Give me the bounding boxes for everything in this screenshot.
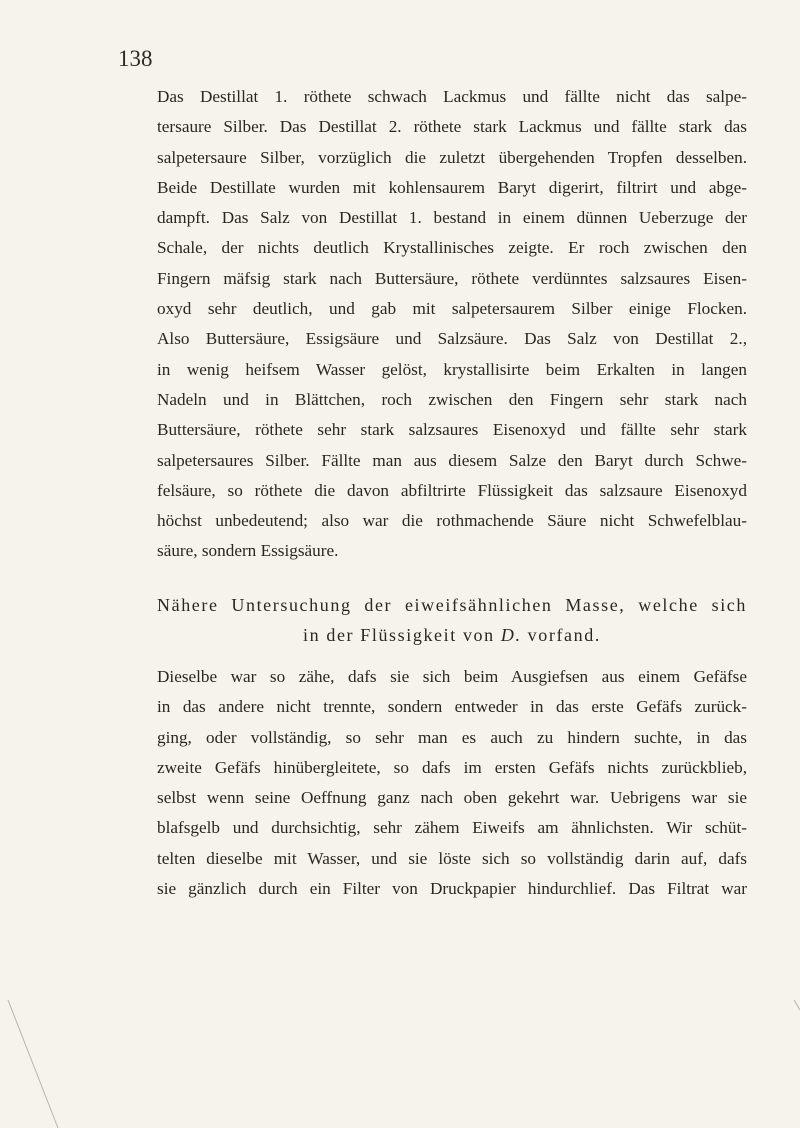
fold-mark-right <box>794 1000 800 1010</box>
text-line: Fingern mäfsig stark nach Buttersäure, röthete verdünntes salzsaures Eisen- <box>157 268 747 288</box>
text-line: Beide Destillate wurden mit kohlensaurem Baryt digerirt, filtrirt und abge- <box>157 177 747 197</box>
text-line: höchst unbedeutend; also war die rothmachende Säure nicht Schwefelblau- <box>157 511 747 531</box>
page-number: 138 <box>118 46 153 71</box>
text-line: salpetersaure Silber, vorzüglich die zuletzt übergehenden Tropfen desselben. <box>157 147 747 167</box>
heading-line-1: Nähere Untersuchung der eiweifsähnlichen Masse, welche sich <box>157 595 747 615</box>
text-line: Das Destillat 1. röthete schwach Lackmus und fällte nicht das salpe- <box>157 87 747 106</box>
text-line: sie gänzlich durch ein Filter von Druckpapier hindurchlief. Das Filtrat war <box>157 879 747 899</box>
text-line: telten dieselbe mit Wasser, und sie löste sich so vollständig darin auf, dafs <box>157 848 747 868</box>
text-line: in wenig heifsem Wasser gelöst, krystallisirte beim Erkalten in langen <box>157 359 747 379</box>
text-line: oxyd sehr deutlich, und gab mit salpetersaurem Silber einige Flocken. <box>157 299 747 319</box>
text-line: tersaure Silber. Das Destillat 2. röthete stark Lackmus und fällte stark das <box>157 117 747 137</box>
text-line: blafsgelb und durchsichtig, sehr zähem Eiweifs am ähnlichsten. Wir schüt- <box>157 818 747 838</box>
fold-mark-left <box>8 1000 58 1128</box>
text-line: in das andere nicht trennte, sondern entweder in das erste Gefäfs zurück- <box>157 697 747 717</box>
text-line: Nadeln und in Blättchen, roch zwischen den Fingern sehr stark nach <box>157 389 747 409</box>
text-line: zweite Gefäfs hinübergleitete, so dafs im ersten Gefäfs nichts zurückblieb, <box>157 757 747 777</box>
text-line: ging, oder vollständig, so sehr man es auch zu hindern suchte, in das <box>157 727 747 747</box>
text-line: dampft. Das Salz von Destillat 1. bestand in einem dünnen Ueberzuge der <box>157 208 747 228</box>
paragraph-distillate-analysis <box>157 82 747 567</box>
text-line: Also Buttersäure, Essigsäure und Salzsäure. Das Salz von Destillat 2., <box>157 329 747 349</box>
heading-line-2-prefix: in der Flüssigkeit von <box>303 625 501 645</box>
section-heading <box>157 590 747 650</box>
heading-line-2-suffix: vorfand. <box>521 625 601 645</box>
text-line: Dieselbe war so zähe, dafs sie sich beim Ausgiefsen aus einem Gefäfse <box>157 667 747 686</box>
heading-letter-d: D. <box>500 625 522 645</box>
text-line: Schale, der nichts deutlich Krystallinisches zeigte. Er roch zwischen den <box>157 238 747 258</box>
text-line: salpetersaures Silber. Fällte man aus diesem Salze den Baryt durch Schwe- <box>157 450 747 470</box>
heading-line-2 <box>157 620 747 650</box>
text-line: selbst wenn seine Oeffnung ganz nach oben gekehrt war. Uebrigens war sie <box>157 788 747 808</box>
text-line: Buttersäure, röthete sehr stark salzsaures Eisenoxyd und fällte sehr stark <box>157 420 747 440</box>
text-line: säure, sondern Essigsäure. <box>157 541 339 561</box>
paragraph-viscous-mass <box>157 662 747 904</box>
text-line: felsäure, so röthete die davon abfiltrirte Flüssigkeit das salzsaure Eisenoxyd <box>157 480 747 500</box>
